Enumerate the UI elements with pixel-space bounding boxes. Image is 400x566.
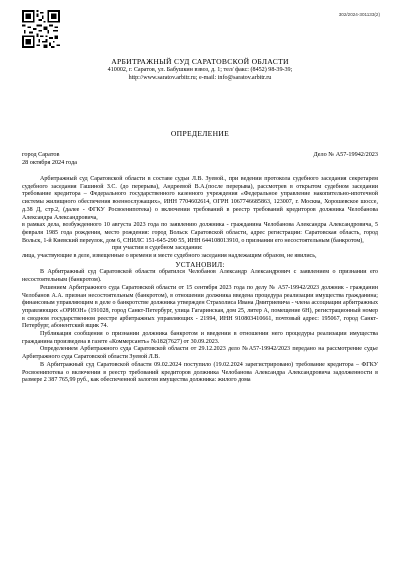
paragraph-parties: лица, участвующие в деле, извещенные о времени и месте судебного заседания надлежащим образом, не явились, [22, 253, 317, 260]
paragraph-intro: Арбитражный суд Саратовской области в составе судьи Л.В. Зуевой., при ведении протокола судебного заседания секретарем судебного заседания Гашиной З.С. (до перерыва), Андреевой В.А.(после перерыва), рассмотрев в открытом судебном заседании требование кредитора – Федерального государственного казенного учреждения «Федеральное управление накопительно-ипотечной системы жилищного обеспечения военнослужащих», ИНН 7704602614, ОГРН 1067746685863, 123007, г. Москва, Хорошевское шоссе, д.38 Д, стр.2, (далее - ФГКУ Росвоенипотека) о включении требований в реестр требований кредиторов должника Челобанова Александра Александровича, [22, 176, 378, 221]
paragraph: В Арбитражный суд Саратовской области 09.02.2024 поступило (19.02.2024 зарегистрировано) требование кредитора – ФГКУ Росвоенипотека о включении в реестр требований кредиторов должника Челобанова Александра Александровича задолженности в размере 2 387 765,99 руб., как обеспеченной залогом имущества должника: жилого дома [22, 361, 378, 384]
document-body [22, 176, 378, 385]
paragraph: Решением Арбитражного суда Саратовской области от 15 сентября 2023 года по делу № А57-19942/2023 должник - гражданин Челобанов А.А. признан несостоятельным (банкротом), в отношении должника введена процедура реализации имущества гражданина; финансовым управляющим в деле о банкротстве должника утвержден Страхолиса Ивана Дмитриевича - члена ассоциации арбитражных управляющих «ОРИОН» (191028, город Санкт-Петербург, улица Гагаринская, дом 25, литер А, помещение 6Н), регистрационный номер в сводном государственном реестре арбитражных управляющих - 21994, ИНН 910803410661, почтовый адрес: 195067, город Санкт-Петербург, абонентский ящик 74. [22, 284, 378, 330]
paragraph-attendance: при участии в судебном заседании: [112, 245, 203, 252]
section-heading-established: УСТАНОВИЛ: [175, 260, 225, 269]
address-line: 410002, г. Саратов, ул. Бабушкин взвоз, д. 1; тел/ факс: (8452) 98-39-39; [107, 67, 293, 73]
qr-code-icon [22, 10, 60, 48]
document-id: 302/2024-301133(2) [338, 12, 380, 17]
court-address [0, 67, 400, 82]
case-number: Дело № А57-19942/2023 [313, 151, 378, 158]
document-type-title: ОПРЕДЕЛЕНИЕ [170, 129, 230, 138]
paragraph: В Арбитражный суд Саратовской области обратился Челобанов Александр Александрович с заявлением о признании его несостоятельным (банкротом). [22, 269, 378, 284]
city: город Саратов [22, 151, 60, 158]
paragraph: Публикация сообщения о признании должника банкротом и введении в отношении него процедуры реализации имущества гражданина произведена в газете «Коммерсантъ» №182(7627) от 30.09.2023. [22, 331, 378, 345]
contact-line: http://www.saratov.arbitr.ru; e-mail: info@saratov.arbitr.ru [128, 74, 272, 81]
document-date: 28 октября 2024 года [22, 159, 77, 166]
paragraph-case-context: в рамках дела, возбужденного 10 августа 2023 года по заявлению должника - гражданина Челобанова Александра Александровича, 5 февраля 1985 года рождения, место рождения: город Вольск Саратовской области, адрес регистрации: Саратовская область, город Вольск, 1-й Киевский переулок, дом 6, СНИЛС 151-645-290 55, ИНН 644108013910, о признании его несостоятельным (банкротом), [22, 222, 378, 244]
court-name: АРБИТРАЖНЫЙ СУД САРАТОВСКОЙ ОБЛАСТИ [111, 57, 289, 66]
paragraph: Определением Арбитражного суда Саратовской области от 29.12.2023 дело №А57-19942/2023 передано на рассмотрение судье Арбитражного суда Саратовской области Зуевой Л.В. [22, 346, 378, 361]
